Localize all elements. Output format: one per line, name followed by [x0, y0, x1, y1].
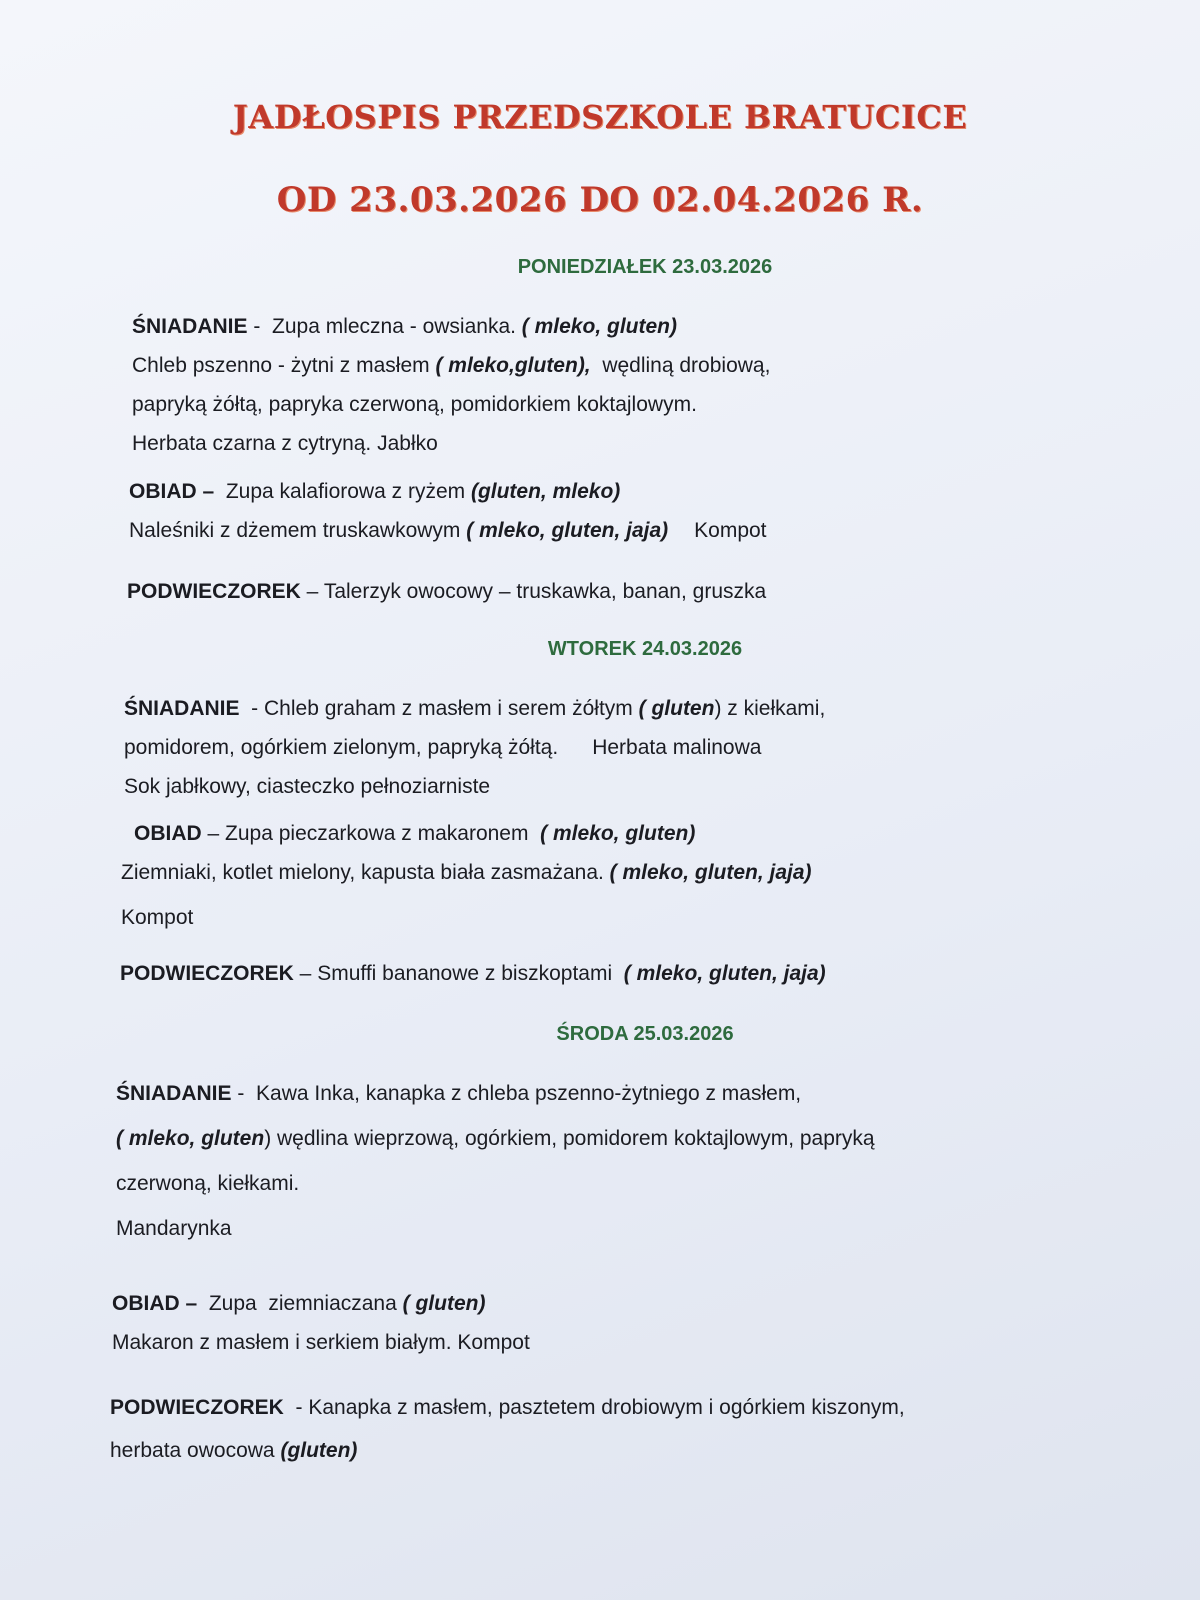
wednesday-lunch [112, 1284, 530, 1362]
meal-label: OBIAD – [129, 480, 215, 503]
monday-snack [127, 572, 766, 611]
meal-text: Zupa mleczna - owsianka. [272, 315, 522, 338]
meal-text: - Chleb graham z masłem i serem żółtym [239, 697, 639, 720]
breakfast-line [116, 1074, 875, 1113]
lunch-line [129, 511, 767, 550]
wednesday-breakfast [116, 1074, 875, 1248]
breakfast-line [124, 689, 825, 728]
snack-line [110, 1388, 905, 1427]
meal-text: ) wędlina wieprzową, ogórkiem, pomidorem koktajlowym, papryką [264, 1127, 875, 1150]
allergens: (gluten) [280, 1439, 358, 1462]
tuesday-lunch-cont [121, 853, 812, 937]
allergens: (gluten, mleko) [470, 480, 621, 503]
allergens: ( mleko, gluten, jaja) [466, 519, 669, 542]
meal-label: PODWIECZOREK [120, 962, 294, 985]
meal-text: ) z kiełkami, [714, 697, 826, 720]
meal-text: Herbata malinowa [592, 736, 762, 759]
meal-text: Kompot [694, 519, 767, 542]
menu-period: OD 23.03.2026 DO 02.04.2026 R. [276, 180, 924, 220]
day-heading-monday: PONIEDZIAŁEK 23.03.2026 [517, 256, 773, 278]
breakfast-line [124, 728, 825, 767]
lunch-line: Kompot [121, 906, 194, 929]
meal-text: Zupa ziemniaczana [208, 1292, 403, 1315]
day-heading-tuesday: WTOREK 24.03.2026 [547, 638, 743, 660]
meal-text: herbata owocowa [110, 1439, 281, 1462]
wednesday-snack [110, 1388, 905, 1470]
allergens: ( mleko, gluten) [540, 822, 696, 845]
tuesday-lunch [134, 814, 695, 853]
meal-label: ŚNIADANIE [124, 697, 240, 720]
monday-breakfast [132, 307, 770, 463]
snack-line [120, 954, 826, 993]
meal-text: – Zupa pieczarkowa z makaronem [201, 822, 541, 845]
menu-title: JADŁOSPIS PRZEDSZKOLE BRATUCICE [232, 98, 968, 136]
allergens: ( gluten [638, 697, 715, 720]
allergens: ( gluten) [402, 1292, 486, 1315]
lunch-line: Makaron z masłem i serkiem białym. Kompot [112, 1331, 530, 1354]
meal-text: - Kanapka z masłem, pasztetem drobiowym i ogórkiem kiszonym, [283, 1396, 905, 1419]
meal-text: – Talerzyk owocowy – truskawka, banan, gruszka [300, 580, 767, 603]
allergens: ( mleko, gluten, jaja) [609, 861, 812, 884]
allergens: ( mleko,gluten), [435, 354, 591, 377]
meal-text: Zupa kalafiorowa z ryżem [225, 480, 471, 503]
meal-text: pomidorem, ogórkiem zielonym, papryką żółtą. [124, 736, 559, 759]
tuesday-snack [120, 954, 826, 993]
snack-line [127, 572, 766, 611]
breakfast-line: papryką żółtą, papryka czerwoną, pomidorkiem koktajlowym. [132, 393, 697, 416]
meal-label: OBIAD [134, 822, 202, 845]
meal-text: – Smuffi bananowe z biszkoptami [293, 962, 624, 985]
lunch-line [129, 472, 767, 511]
meal-text: Naleśniki z dżemem truskawkowym [129, 519, 467, 542]
meal-label: ŚNIADANIE [132, 315, 248, 338]
breakfast-line: Mandarynka [116, 1217, 232, 1240]
meal-label: ŚNIADANIE [116, 1082, 232, 1105]
meal-label: PODWIECZOREK [110, 1396, 284, 1419]
snack-line [110, 1431, 905, 1470]
lunch-line [121, 853, 812, 892]
breakfast-line [132, 346, 770, 385]
meal-text: Ziemniaki, kotlet mielony, kapusta biała zasmażana. [121, 861, 610, 884]
breakfast-line: Sok jabłkowy, ciasteczko pełnoziarniste [124, 775, 491, 798]
breakfast-line [116, 1119, 875, 1158]
allergens: ( mleko, gluten, jaja) [623, 962, 826, 985]
meal-text: Chleb pszenno - żytni z masłem [132, 354, 436, 377]
day-heading-wednesday: ŚRODA 25.03.2026 [556, 1023, 734, 1045]
breakfast-line [132, 307, 770, 346]
tuesday-breakfast [124, 689, 825, 806]
meal-text: wędliną drobiową, [590, 354, 771, 377]
meal-label: PODWIECZOREK [127, 580, 301, 603]
monday-lunch [129, 472, 767, 550]
separator: - [247, 315, 273, 338]
breakfast-line: czerwoną, kiełkami. [116, 1172, 300, 1195]
lunch-line [134, 814, 695, 853]
breakfast-line: Herbata czarna z cytryną. Jabłko [132, 432, 438, 455]
lunch-line [112, 1284, 530, 1323]
allergens: ( mleko, gluten) [521, 315, 677, 338]
meal-label: OBIAD – [112, 1292, 198, 1315]
meal-text: - Kawa Inka, kanapka z chleba pszenno-żytniego z masłem, [231, 1082, 802, 1105]
allergens: ( mleko, gluten [116, 1127, 265, 1150]
